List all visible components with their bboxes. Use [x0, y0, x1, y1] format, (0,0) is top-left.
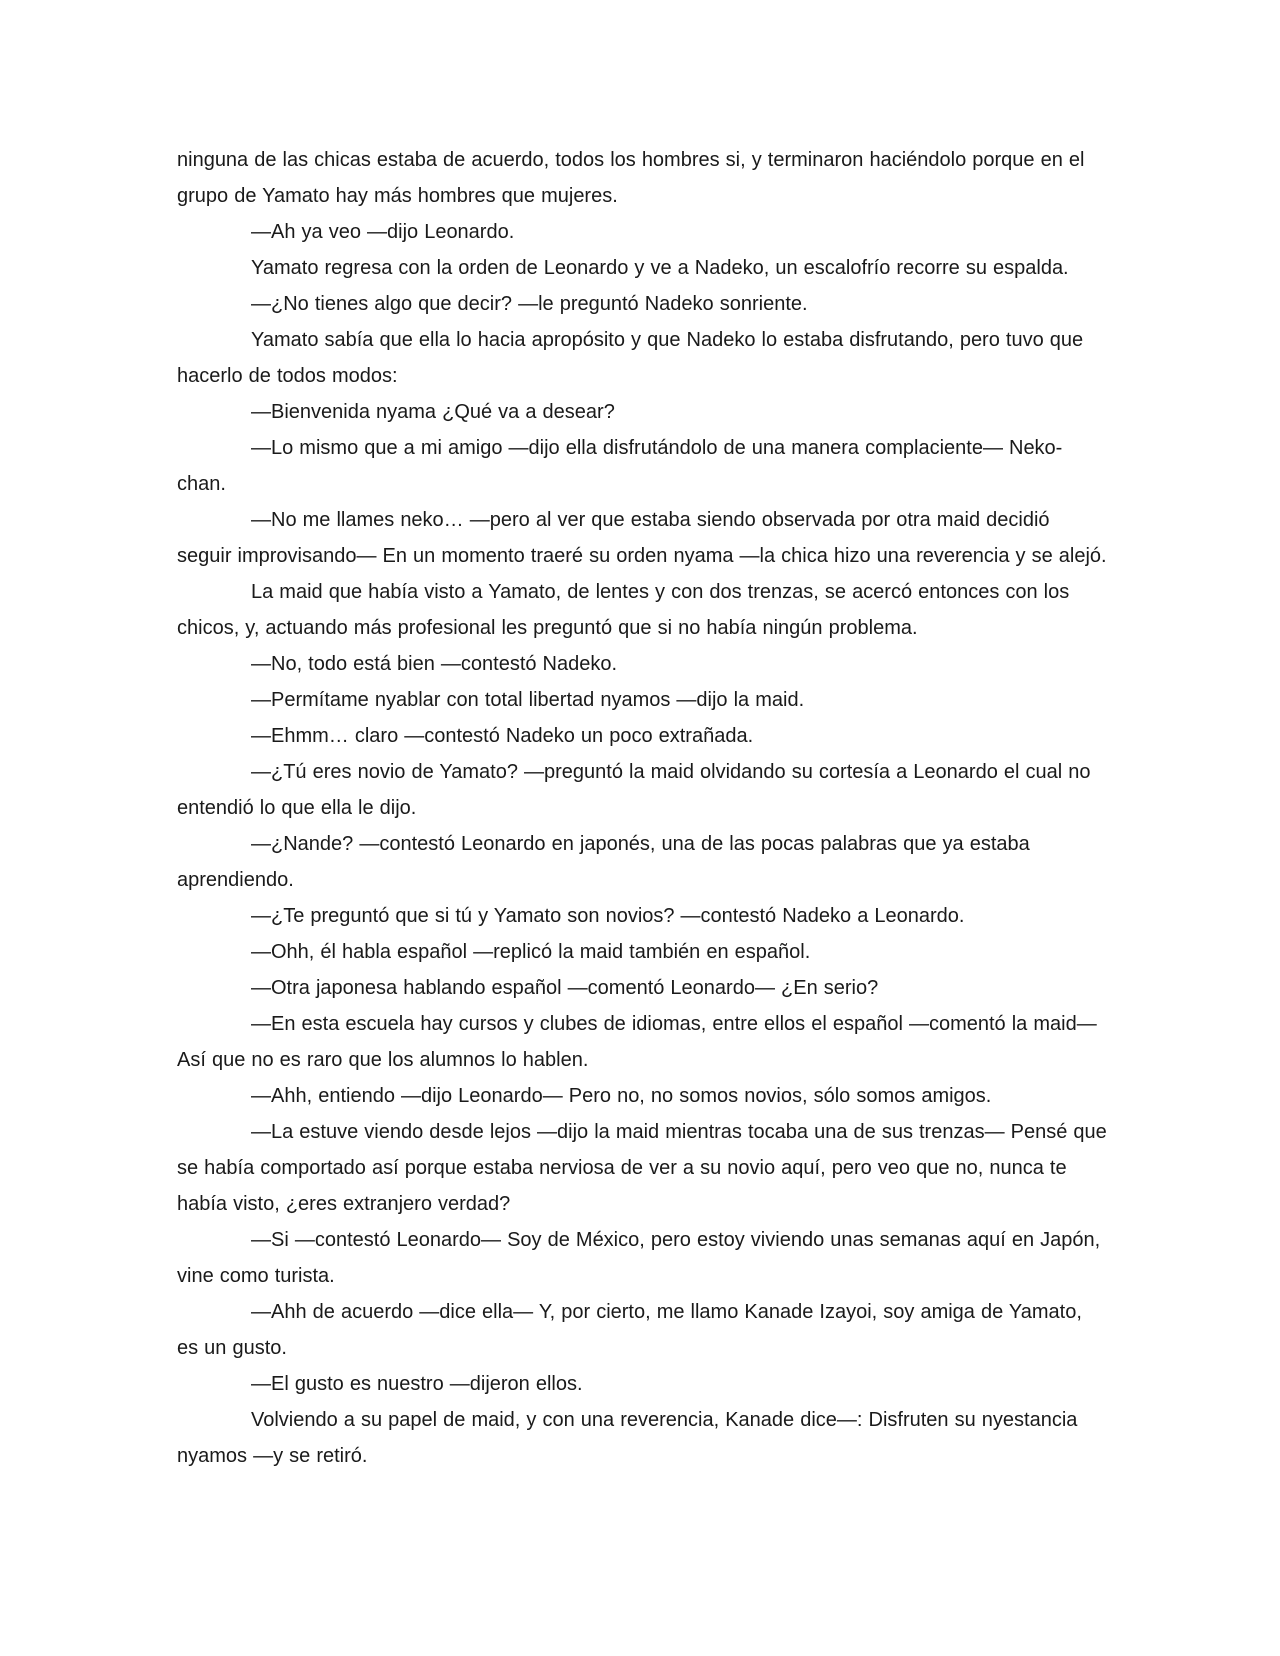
paragraph: —¿No tienes algo que decir? —le preguntó Nadeko sonriente.: [251, 293, 808, 315]
paragraph: —Ahh de acuerdo —dice ella— Y, por cierto, me llamo Kanade Izayoi, soy amiga de Yamato, es un gusto.: [177, 1301, 1082, 1359]
paragraph: —Si —contestó Leonardo— Soy de México, pero estoy viviendo unas semanas aquí en Japón, vine como turista.: [177, 1229, 1101, 1287]
paragraph: —Bienvenida nyama ¿Qué va a desear?: [251, 401, 615, 423]
paragraph: —¿Te preguntó que si tú y Yamato son novios? —contestó Nadeko a Leonardo.: [251, 905, 965, 927]
paragraph: —Ohh, él habla español —replicó la maid también en español.: [251, 941, 811, 963]
paragraph: —Ah ya veo —dijo Leonardo.: [251, 221, 515, 243]
paragraph: Volviendo a su papel de maid, y con una reverencia, Kanade dice—: Disfruten su nyestancia nyamos —y se retiró.: [177, 1409, 1078, 1467]
paragraph: —Ahh, entiendo —dijo Leonardo— Pero no, no somos novios, sólo somos amigos.: [251, 1085, 992, 1107]
paragraph: —La estuve viendo desde lejos —dijo la maid mientras tocaba una de sus trenzas— Pensé que se había comportado así porque estaba nerviosa de ver a su novio aquí, pero veo que no, nunca te había visto, ¿eres extranjero verdad?: [177, 1121, 1107, 1215]
paragraph: Yamato sabía que ella lo hacia apropósito y que Nadeko lo estaba disfrutando, pero tuvo que hacerlo de todos modos:: [177, 329, 1084, 387]
paragraph: —Permítame nyablar con total libertad nyamos —dijo la maid.: [251, 689, 805, 711]
paragraph: —No me llames neko… —pero al ver que estaba siendo observada por otra maid decidió seguir improvisando— En un momento traeré su orden nyama —la chica hizo una reverencia y se alejó.: [177, 509, 1107, 567]
paragraph: La maid que había visto a Yamato, de lentes y con dos trenzas, se acercó entonces con los chicos, y, actuando más profesional les preguntó que si no había ningún problema.: [177, 581, 1070, 639]
paragraph: —Lo mismo que a mi amigo —dijo ella disfrutándolo de una manera complaciente— Neko-chan.: [177, 437, 1063, 495]
paragraph: —Otra japonesa hablando español —comentó Leonardo— ¿En serio?: [251, 977, 879, 999]
paragraph: —El gusto es nuestro —dijeron ellos.: [251, 1373, 583, 1395]
paragraph: —¿Tú eres novio de Yamato? —preguntó la maid olvidando su cortesía a Leonardo el cual no entendió lo que ella le dijo.: [177, 761, 1091, 819]
paragraph: Yamato regresa con la orden de Leonardo y ve a Nadeko, un escalofrío recorre su espalda.: [251, 257, 1069, 279]
document-page: [177, 142, 1107, 1474]
paragraph: —¿Nande? —contestó Leonardo en japonés, una de las pocas palabras que ya estaba aprendiendo.: [177, 833, 1030, 891]
paragraph: ninguna de las chicas estaba de acuerdo, todos los hombres si, y terminaron haciéndolo porque en el grupo de Yamato hay más hombres que mujeres.: [177, 149, 1085, 207]
paragraph: —No, todo está bien —contestó Nadeko.: [251, 653, 618, 675]
paragraph: —En esta escuela hay cursos y clubes de idiomas, entre ellos el español —comentó la maid— Así que no es raro que los alumnos lo hablen.: [177, 1013, 1097, 1071]
paragraph: —Ehmm… claro —contestó Nadeko un poco extrañada.: [251, 725, 754, 747]
